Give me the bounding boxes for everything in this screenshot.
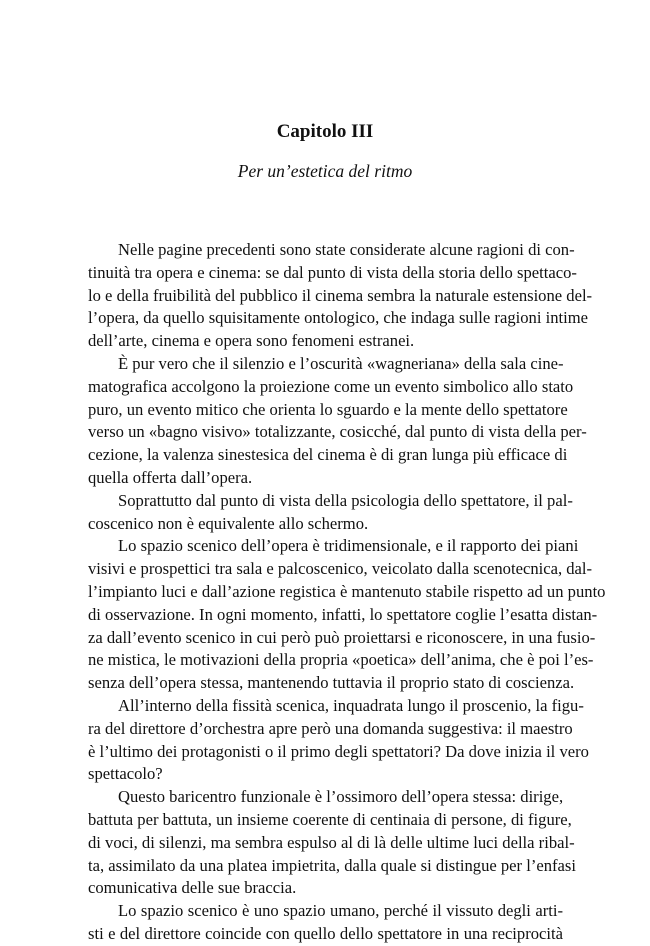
body-text xyxy=(88,239,606,946)
text-line: comunicativa delle sue braccia. xyxy=(88,878,297,898)
text-line: senza dell’opera stessa, mantenendo tuttavia il proprio stato di coscienza. xyxy=(88,673,575,693)
text-line: All’interno della fissità scenica, inquadrata lungo il proscenio, la figu- xyxy=(118,695,584,715)
text-line: ne mistica, le motivazioni della propria «poetica» dell’anima, che è poi l’es- xyxy=(88,650,594,670)
text-line: puro, un evento mitico che orienta lo sguardo e la mente dello spettatore xyxy=(88,399,568,419)
text-line: di osservazione. In ogni momento, infatti, lo spettatore coglie l’esatta distan- xyxy=(88,604,598,624)
text-line: l’opera, da quello squisitamente ontologico, che indaga sulle ragioni intime xyxy=(88,308,588,328)
text-line: Nelle pagine precedenti sono state considerate alcune ragioni di con- xyxy=(118,240,575,259)
text-line: di voci, di silenzi, ma sembra espulso al di là delle ultime luci della ribal- xyxy=(88,832,575,852)
text-line: dell’arte, cinema e opera sono fenomeni estranei. xyxy=(88,331,415,351)
text-line: l’impianto luci e dall’azione registica è mantenuto stabile rispetto ad un punto xyxy=(88,581,606,601)
text-line: Questo baricentro funzionale è l’ossimoro dell’opera stessa: dirige, xyxy=(118,787,564,807)
text-line: Lo spazio scenico è uno spazio umano, perché il vissuto degli arti- xyxy=(118,901,563,921)
text-line: Lo spazio scenico dell’opera è tridimensionale, e il rapporto dei piani xyxy=(118,536,579,556)
text-line: tinuità tra opera e cinema: se dal punto di vista della storia dello spettaco- xyxy=(88,262,577,282)
text-line: za dall’evento scenico in cui però può proiettarsi e riconoscere, in una fusio- xyxy=(88,627,596,647)
text-line: spettacolo? xyxy=(88,764,163,784)
text-line: matografica accolgono la proiezione come un evento simbolico allo stato xyxy=(88,376,574,396)
chapter-title: Capitolo III xyxy=(276,121,374,142)
text-line: visivi e prospettici tra sala e palcoscenico, veicolato dalla scenotecnica, dal- xyxy=(88,559,593,579)
text-line: Soprattutto dal punto di vista della psicologia dello spettatore, il pal- xyxy=(118,490,573,510)
text-line: verso un «bagno visivo» totalizzante, cosicché, dal punto di vista della per- xyxy=(88,422,587,442)
chapter-subtitle: Per un’estetica del ritmo xyxy=(237,161,413,181)
text-line: ta, assimilato da una platea impietrita, dalla quale si distingue per l’enfasi xyxy=(88,855,576,875)
text-line: lo e della fruibilità del pubblico il cinema sembra la naturale estensione del- xyxy=(88,285,593,305)
text-line: cezione, la valenza sinestesica del cinema è di gran lunga più efficace di xyxy=(88,445,568,465)
text-line: È pur vero che il silenzio e l’oscurità «wagneriana» della sala cine- xyxy=(118,353,564,373)
text-line: quella offerta dall’opera. xyxy=(88,467,253,487)
text-line: sti e del direttore coincide con quello dello spettatore in una reciprocità xyxy=(88,923,563,943)
text-line: battuta per battuta, un insieme coerente di centinaia di persone, di figure, xyxy=(88,809,572,829)
text-line: coscenico non è equivalente allo schermo. xyxy=(88,513,369,533)
text-line: ra del direttore d’orchestra apre però una domanda suggestiva: il maestro xyxy=(88,718,573,738)
text-line: è l’ultimo dei protagonisti o il primo degli spettatori? Da dove inizia il vero xyxy=(88,741,589,761)
